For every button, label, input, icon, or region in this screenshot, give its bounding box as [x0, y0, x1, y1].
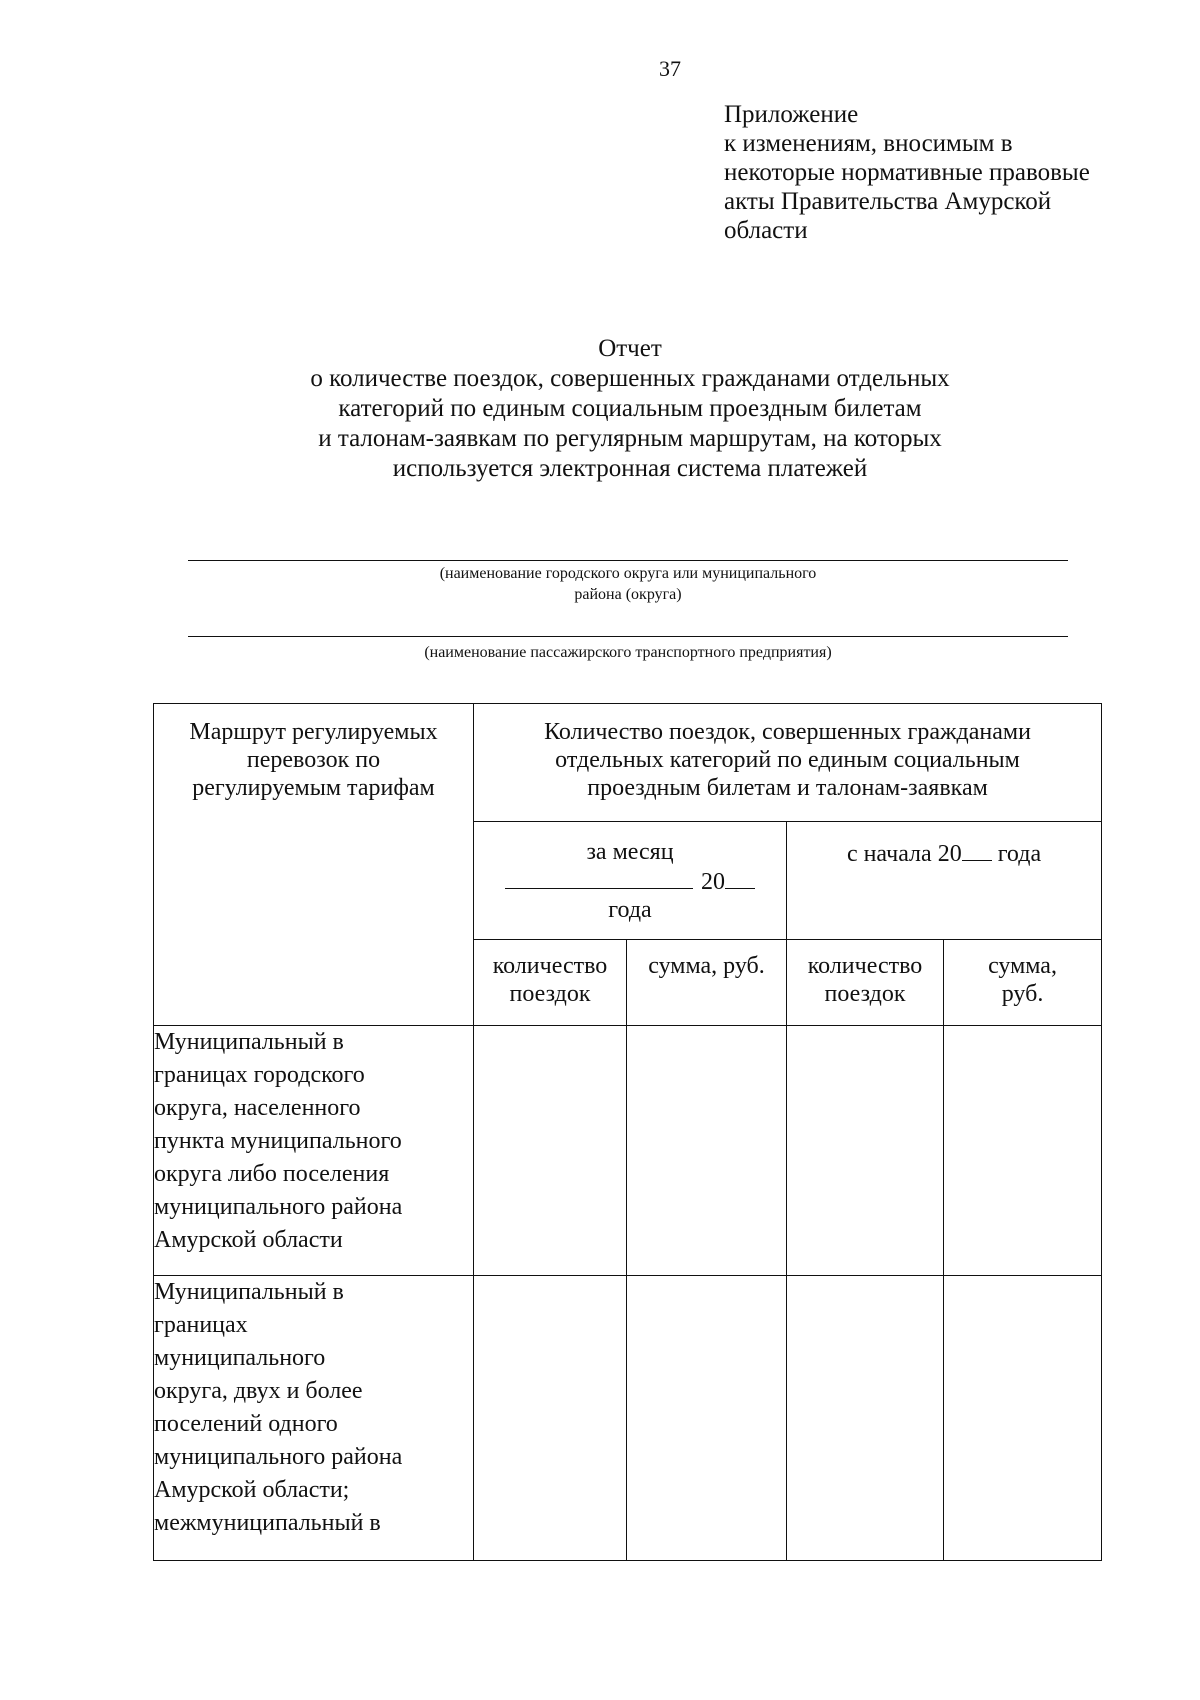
report-table	[153, 703, 1102, 1561]
header-line: количество	[492, 953, 608, 979]
table-row	[154, 1276, 1102, 1561]
caption-line: района (округа)	[574, 586, 682, 603]
month-count-cell[interactable]	[474, 1026, 627, 1276]
appendix-line: области	[724, 217, 808, 244]
header-line: количество	[807, 953, 923, 979]
trips-column-header	[474, 704, 1102, 822]
month-blank[interactable]	[505, 866, 693, 889]
appendix-line: некоторые нормативные правовые	[724, 159, 1090, 186]
header-line: сумма, руб.	[648, 953, 765, 979]
document-title	[160, 334, 1100, 484]
route-column-header	[154, 704, 474, 1026]
label-line: поселений одного	[154, 1411, 338, 1437]
label-line: округа либо поселения	[154, 1161, 390, 1187]
header-line: отдельных категорий по единым социальным	[555, 747, 1020, 773]
label-line: пункта муниципального	[154, 1128, 402, 1154]
since-sum-cell[interactable]	[944, 1276, 1102, 1561]
enterprise-name-caption	[188, 642, 1068, 663]
route-label-intermunicipal	[154, 1276, 474, 1561]
page-number: 37	[659, 56, 681, 81]
header-line: руб.	[1001, 981, 1044, 1007]
enterprise-name-fill-line[interactable]	[188, 636, 1068, 637]
appendix-line: Приложение	[724, 101, 859, 128]
period-since-suffix: года	[997, 841, 1042, 867]
header-row	[154, 704, 1102, 822]
month-sum-cell[interactable]	[627, 1026, 787, 1276]
appendix-line: акты Правительства Амурской	[724, 188, 1052, 215]
header-line: поездок	[509, 981, 591, 1007]
district-name-caption	[188, 563, 1068, 605]
label-line: межмуниципальный в	[154, 1510, 381, 1536]
month-sum-header	[627, 940, 787, 1026]
since-sum-cell[interactable]	[944, 1026, 1102, 1276]
since-count-cell[interactable]	[787, 1276, 944, 1561]
route-label-municipal	[154, 1026, 474, 1276]
month-count-cell[interactable]	[474, 1276, 627, 1561]
caption-line: (наименование пассажирского транспортного предприятия)	[424, 644, 832, 661]
period-month-year-line	[474, 866, 786, 896]
year-blank[interactable]	[962, 838, 992, 861]
since-count-header	[787, 940, 944, 1026]
title-line: и талонам-заявкам по регулярным маршрутам, на которых	[318, 425, 942, 452]
month-sum-cell[interactable]	[627, 1276, 787, 1561]
label-line: Амурской области;	[154, 1477, 350, 1503]
month-count-header	[474, 940, 627, 1026]
district-name-fill-line[interactable]	[188, 560, 1068, 561]
period-month-header	[474, 822, 787, 940]
header-line: поездок	[824, 981, 906, 1007]
table-row	[154, 1026, 1102, 1276]
caption-line: (наименование городского округа или муниципального	[439, 565, 817, 582]
year-blank[interactable]	[725, 866, 755, 889]
title-line: о количестве поездок, совершенных гражданами отдельных	[310, 365, 950, 392]
period-since-line	[787, 838, 1101, 868]
appendix-line: к изменениям, вносимым в	[724, 130, 1013, 157]
period-since-header	[787, 822, 1102, 940]
label-line: округа, населенного	[154, 1095, 361, 1121]
label-line: Муниципальный в	[154, 1279, 344, 1305]
label-line: муниципального	[154, 1345, 326, 1371]
header-line: сумма,	[988, 953, 1057, 979]
label-line: Амурской области	[154, 1227, 343, 1253]
header-line: проездным билетам и талонам-заявкам	[587, 775, 988, 801]
label-line: границах	[154, 1312, 248, 1338]
header-line: Количество поездок, совершенных гражданами	[544, 719, 1031, 745]
label-line: округа, двух и более	[154, 1378, 363, 1404]
title-line: используется электронная система платежей	[392, 455, 868, 482]
header-line: регулируемым тарифам	[192, 775, 435, 801]
label-line: муниципального района	[154, 1444, 403, 1470]
since-sum-header	[944, 940, 1102, 1026]
label-line: Муниципальный в	[154, 1029, 344, 1055]
header-line: перевозок по	[246, 747, 381, 773]
since-count-cell[interactable]	[787, 1026, 944, 1276]
period-month-year-word: года	[608, 897, 652, 923]
label-line: границах городского	[154, 1062, 365, 1088]
period-month-label: за месяц	[586, 839, 674, 865]
title-line: Отчет	[598, 335, 662, 362]
header-line: Маршрут регулируемых	[189, 719, 438, 745]
period-since-prefix: с начала 20	[846, 841, 962, 867]
year-prefix: 20	[701, 869, 725, 895]
title-line: категорий по единым социальным проездным билетам	[338, 395, 922, 422]
label-line: муниципального района	[154, 1194, 403, 1220]
appendix-note	[724, 100, 1164, 245]
